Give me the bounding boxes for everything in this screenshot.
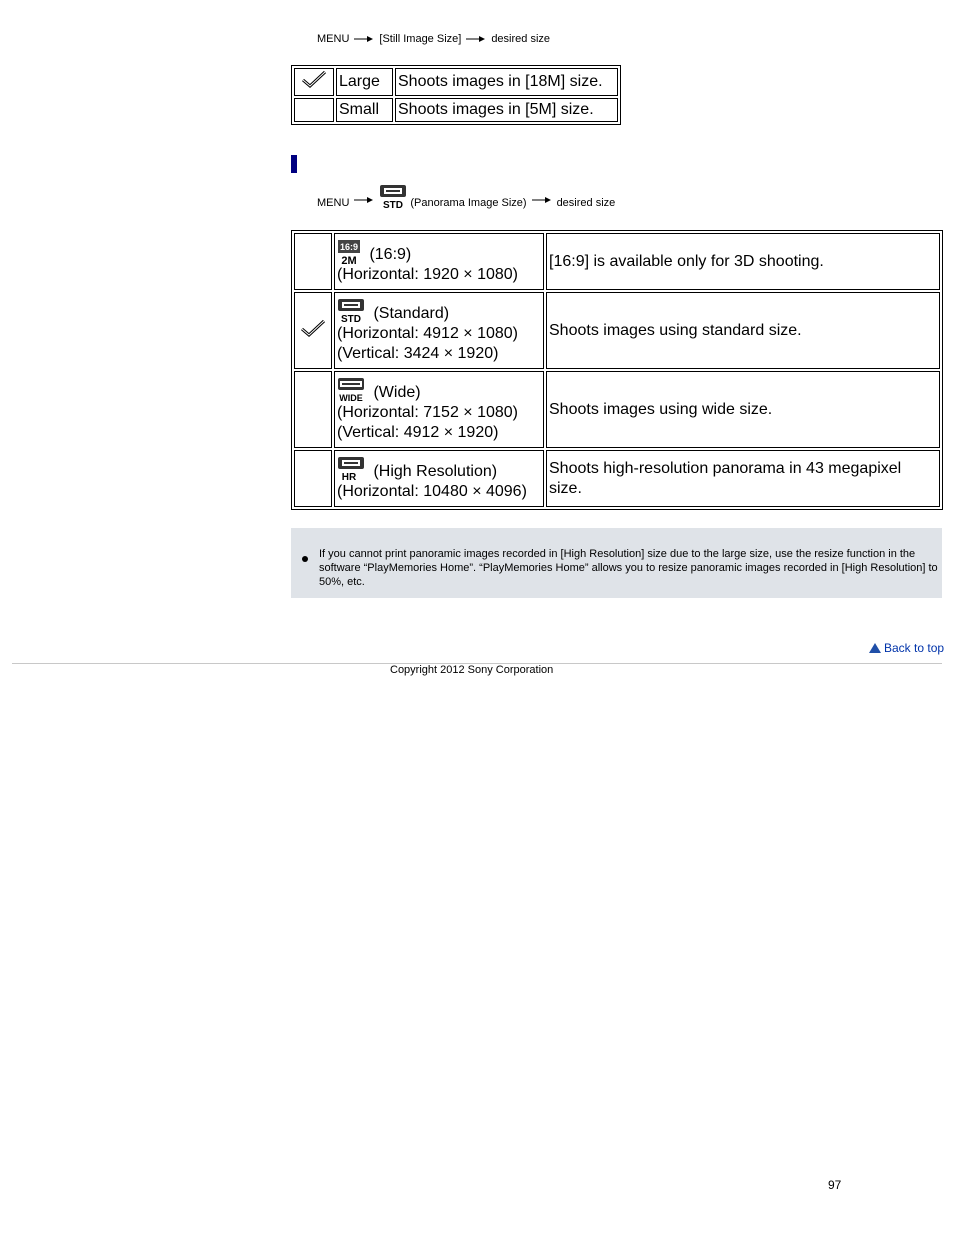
wide-panorama-icon [337, 377, 365, 403]
menu-target-label: desired size [491, 33, 551, 45]
svg-text:2M: 2M [341, 254, 357, 265]
menu-item-label: (Panorama Image Size) [410, 197, 527, 209]
option-description: Shoots images in [5M] size. [395, 98, 618, 122]
selection-cell [294, 371, 332, 448]
option-label: Small [336, 98, 393, 122]
option-cell [334, 233, 544, 290]
table-row [294, 450, 940, 507]
menu-path-panorama [317, 184, 615, 210]
selection-cell [294, 68, 334, 96]
panorama-size-table [291, 230, 943, 510]
arrow-right-icon [354, 196, 374, 204]
option-name: (Wide) [373, 383, 421, 401]
table-row [294, 292, 940, 369]
checkmark-icon [299, 318, 327, 338]
menu-item-label: [Still Image Size] [379, 33, 462, 45]
option-dimension: (Vertical: 4912 × 1920) [337, 423, 499, 441]
note-text: If you cannot print panoramic images recorded in [High Resolution] size due to the large size, use the resize function in the software “PlayMemories Home”. “PlayMemories Home” allows you to resize panoramic images recorded in [High Resolution] to 50%, etc. [319, 548, 938, 588]
svg-text:WIDE: WIDE [339, 392, 363, 403]
triangle-up-icon [868, 642, 882, 654]
svg-text:STD: STD [383, 200, 404, 210]
option-name: (16:9) [369, 245, 412, 263]
option-description: Shoots images in [18M] size. [395, 68, 618, 96]
arrow-right-icon [354, 35, 374, 43]
option-dimension: (Horizontal: 7152 × 1080) [337, 403, 518, 421]
table-row [294, 233, 940, 290]
checkmark-icon [300, 69, 328, 89]
option-label: Large [336, 68, 393, 96]
hr-panorama-icon [337, 456, 365, 482]
svg-text:STD: STD [341, 313, 361, 324]
std-panorama-icon [379, 184, 407, 210]
menu-path-still [317, 33, 550, 45]
svg-text:HR: HR [341, 471, 357, 482]
menu-target-label: desired size [556, 197, 616, 209]
std-panorama-icon [337, 298, 365, 324]
option-name: (High Resolution) [373, 462, 498, 480]
option-cell [334, 292, 544, 369]
option-description: Shoots high-resolution panorama in 43 megapixel size. [546, 450, 940, 507]
table-row [294, 68, 618, 96]
option-dimension: (Horizontal: 10480 × 4096) [337, 482, 527, 500]
page-number: 97 [828, 1178, 842, 1192]
option-cell [334, 371, 544, 448]
copyright: Copyright 2012 Sony Corporation [390, 664, 554, 676]
back-to-top-label: Back to top [884, 641, 945, 655]
selection-cell [294, 450, 332, 507]
option-description: [16:9] is available only for 3D shooting. [546, 233, 940, 290]
selection-cell [294, 233, 332, 290]
selection-cell [294, 98, 334, 122]
menu-label: MENU [317, 33, 350, 45]
arrow-right-icon [466, 35, 486, 43]
selection-cell [294, 292, 332, 369]
option-dimension: (Horizontal: 4912 × 1080) [337, 324, 518, 342]
back-to-top-link[interactable] [868, 641, 944, 655]
svg-text:16:9: 16:9 [339, 241, 359, 252]
table-row [294, 98, 618, 122]
option-cell [334, 450, 544, 507]
note-box [291, 528, 942, 598]
table-row [294, 371, 940, 448]
option-name: (Standard) [373, 304, 450, 322]
bullet-icon [302, 556, 308, 562]
169-2m-icon [337, 239, 361, 265]
section-header-bar [291, 155, 297, 173]
still-size-table [291, 65, 621, 125]
option-dimension: (Horizontal: 1920 × 1080) [337, 265, 518, 283]
option-description: Shoots images using wide size. [546, 371, 940, 448]
menu-label: MENU [317, 197, 350, 209]
option-dimension: (Vertical: 3424 × 1920) [337, 344, 499, 362]
option-description: Shoots images using standard size. [546, 292, 940, 369]
arrow-right-icon [532, 196, 552, 204]
